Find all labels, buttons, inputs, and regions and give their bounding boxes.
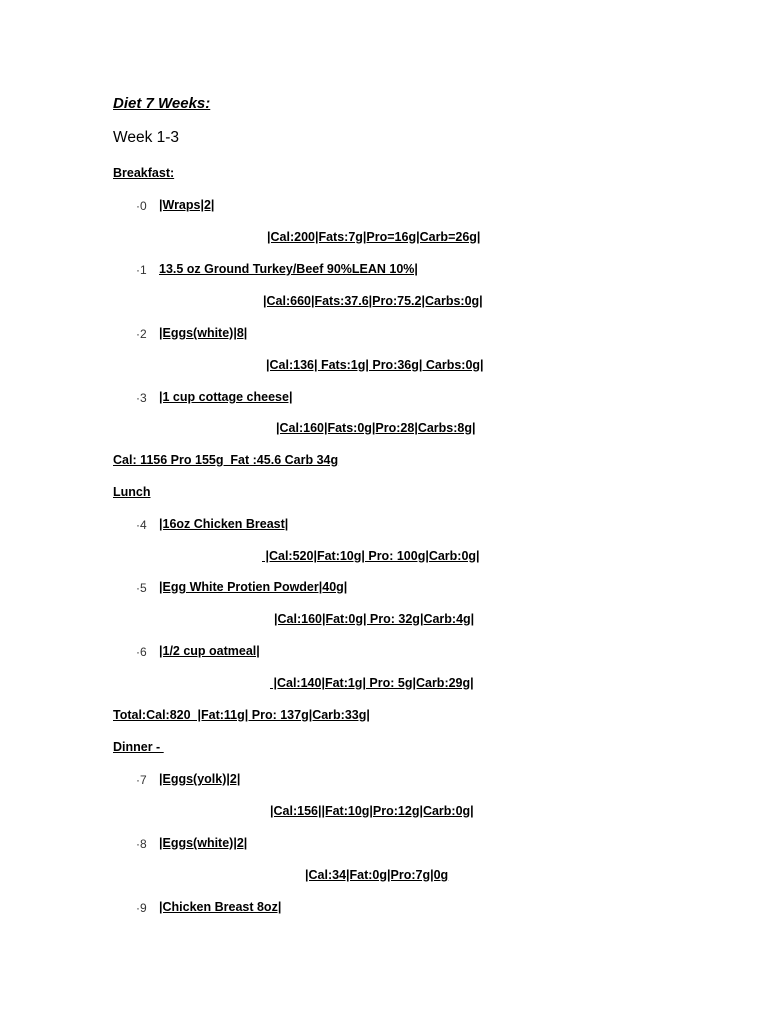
macro-line: |Cal:200|Fats:7g|Pro=16g|Carb=26g| bbox=[267, 230, 481, 244]
item-number: ·4 bbox=[136, 518, 147, 532]
item-number: ·8 bbox=[136, 837, 147, 851]
macro-line: |Cal:34|Fat:0g|Pro:7g|0g bbox=[305, 868, 449, 882]
food-item: 13.5 oz Ground Turkey/Beef 90%LEAN 10%| bbox=[159, 262, 418, 276]
breakfast-total: Cal: 1156 Pro 155g Fat :45.6 Carb 34g bbox=[113, 453, 339, 467]
document-title: Diet 7 Weeks: bbox=[113, 95, 211, 112]
macro-line: |Cal:660|Fats:37.6|Pro:75.2|Carbs:0g| bbox=[263, 294, 483, 308]
macro-line: |Cal:136| Fats:1g| Pro:36g| Carbs:0g| bbox=[266, 358, 484, 372]
food-item: |Eggs(white)|8| bbox=[159, 326, 248, 340]
breakfast-heading: Breakfast: bbox=[113, 166, 175, 180]
item-number: ·2 bbox=[136, 327, 147, 341]
macro-line: |Cal:140|Fat:1g| Pro: 5g|Carb:29g| bbox=[270, 676, 474, 690]
item-number: ·5 bbox=[136, 581, 147, 595]
macro-line: |Cal:160|Fat:0g| Pro: 32g|Carb:4g| bbox=[274, 612, 475, 626]
food-item: |1/2 cup oatmeal| bbox=[159, 644, 260, 658]
macro-line: |Cal:520|Fat:10g| Pro: 100g|Carb:0g| bbox=[262, 549, 480, 563]
item-number: ·0 bbox=[136, 199, 147, 213]
item-number: ·3 bbox=[136, 391, 147, 405]
food-item: |Wraps|2| bbox=[159, 198, 215, 212]
item-number: ·1 bbox=[136, 263, 147, 277]
lunch-total: Total:Cal:820 |Fat:11g| Pro: 137g|Carb:33g| bbox=[113, 708, 370, 722]
food-item: |Eggs(white)|2| bbox=[159, 836, 248, 850]
week-heading: Week 1-3 bbox=[113, 129, 180, 146]
food-item: |16oz Chicken Breast| bbox=[159, 517, 289, 531]
food-item: |Chicken Breast 8oz| bbox=[159, 900, 282, 914]
macro-line: |Cal:160|Fats:0g|Pro:28|Carbs:8g| bbox=[276, 421, 476, 435]
food-item: |1 cup cottage cheese| bbox=[159, 390, 293, 404]
food-item: |Eggs(yolk)|2| bbox=[159, 772, 241, 786]
item-number: ·6 bbox=[136, 645, 147, 659]
item-number: ·9 bbox=[136, 901, 147, 915]
macro-line: |Cal:156||Fat:10g|Pro:12g|Carb:0g| bbox=[270, 804, 474, 818]
lunch-heading: Lunch bbox=[113, 485, 151, 499]
food-item: |Egg White Protien Powder|40g| bbox=[159, 580, 348, 594]
item-number: ·7 bbox=[136, 773, 147, 787]
dinner-heading: Dinner - bbox=[113, 740, 164, 754]
